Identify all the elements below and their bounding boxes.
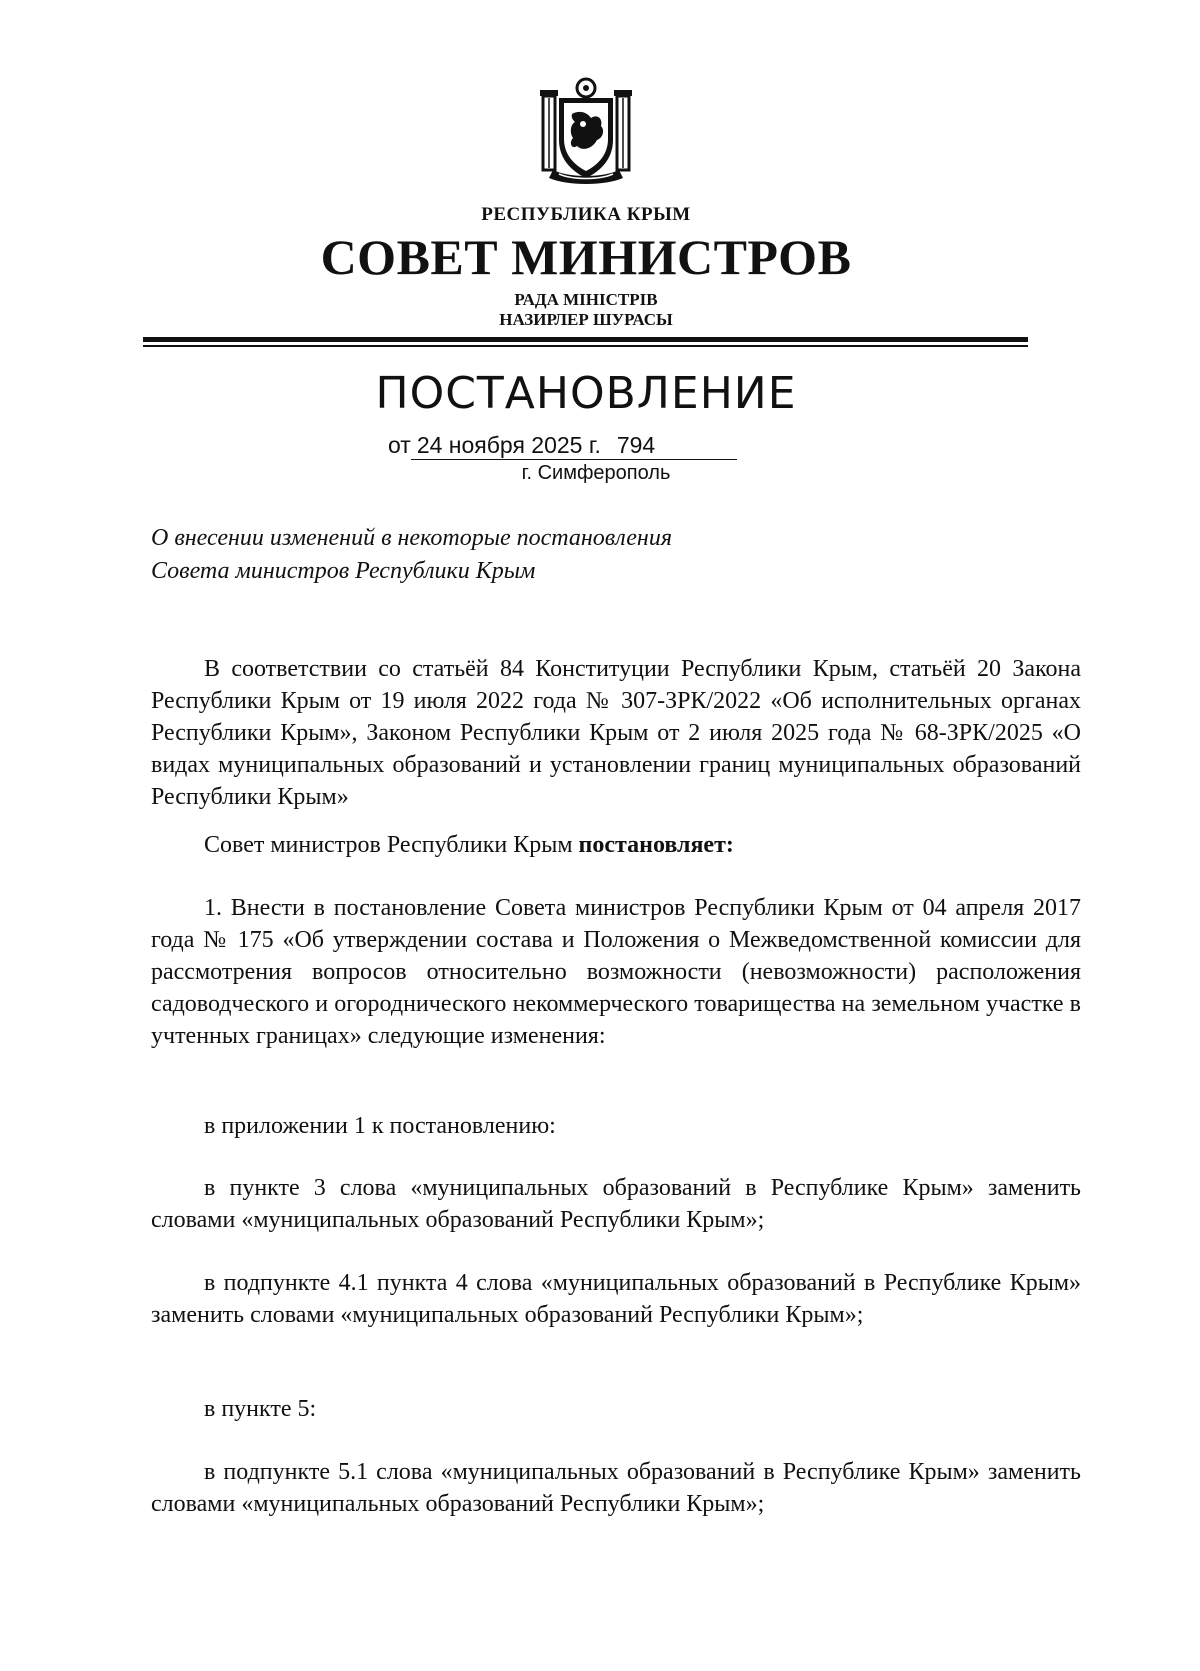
document-city: г. Симферополь — [521, 462, 671, 484]
paragraph-subpoint-5-1: в подпункте 5.1 слова «муниципальных образований в Республике Крым» заменить словами «муниципальных образований Республики Крым»; — [151, 1459, 1081, 1517]
header-rule-thick — [143, 337, 1028, 342]
council-name: СОВЕТ МИНИСТРОВ — [320, 229, 852, 285]
paragraph-point-5: в пункте 5: — [204, 1396, 317, 1422]
title-line-2: Совета министров Республики Крым — [151, 558, 536, 584]
resolves-bold: постановляет: — [578, 832, 734, 858]
document-date: 24 ноября 2025 г. — [411, 432, 607, 460]
paragraph-item-1: 1. Внести в постановление Совета министров Республики Крым от 04 апреля 2017 года № 175 «Об утверждении состава и Положения о Межведомственной комиссии для рассмотрения вопросов относительно возможности (невозможности) расположения садоводческого и огороднического некоммерческого товарищества на земельном участке в учтенных границах» следующие изменения: — [151, 895, 1081, 1049]
paragraph-point-3: в пункте 3 слова «муниципальных образований в Республике Крым» заменить словами «муниципальных образований Республики Крым»; — [151, 1175, 1081, 1233]
date-prefix: от — [388, 432, 411, 458]
header-rule-thin — [143, 345, 1028, 347]
paragraph-appendix: в приложении 1 к постановлению: — [204, 1113, 556, 1139]
document-type: ПОСТАНОВЛЕНИЕ — [375, 368, 797, 419]
crimea-coat-of-arms-icon — [539, 74, 633, 190]
document-title — [151, 522, 851, 588]
paragraph-resolves — [151, 829, 1081, 861]
resolves-text: Совет министров Республики Крым — [204, 832, 579, 858]
council-name-ukrainian: РАДА МІНІСТРІВ — [514, 290, 658, 309]
council-name-crimean-tatar: НАЗИРЛЕР ШУРАСЫ — [499, 310, 673, 329]
republic-name: РЕСПУБЛИКА КРЫМ — [481, 204, 691, 225]
document-number: 794 — [607, 432, 737, 460]
date-number-row — [388, 432, 737, 460]
paragraph-preamble: В соответствии со статьёй 84 Конституции Республики Крым, статьёй 20 Закона Республики Крым от 19 июля 2022 года № 307-ЗРК/2022 «Об исполнительных органах Республики Крым», Законом Республики Крым от 2 июля 2025 года № 68-ЗРК/2025 «О видах муниципальных образований и установлении границ муниципальных образований Республики Крым» — [151, 656, 1081, 810]
title-line-1: О внесении изменений в некоторые постановления — [151, 525, 672, 551]
paragraph-subpoint-4-1: в подпункте 4.1 пункта 4 слова «муниципальных образований в Республике Крым» заменить словами «муниципальных образований Республики Крым»; — [151, 1270, 1081, 1328]
